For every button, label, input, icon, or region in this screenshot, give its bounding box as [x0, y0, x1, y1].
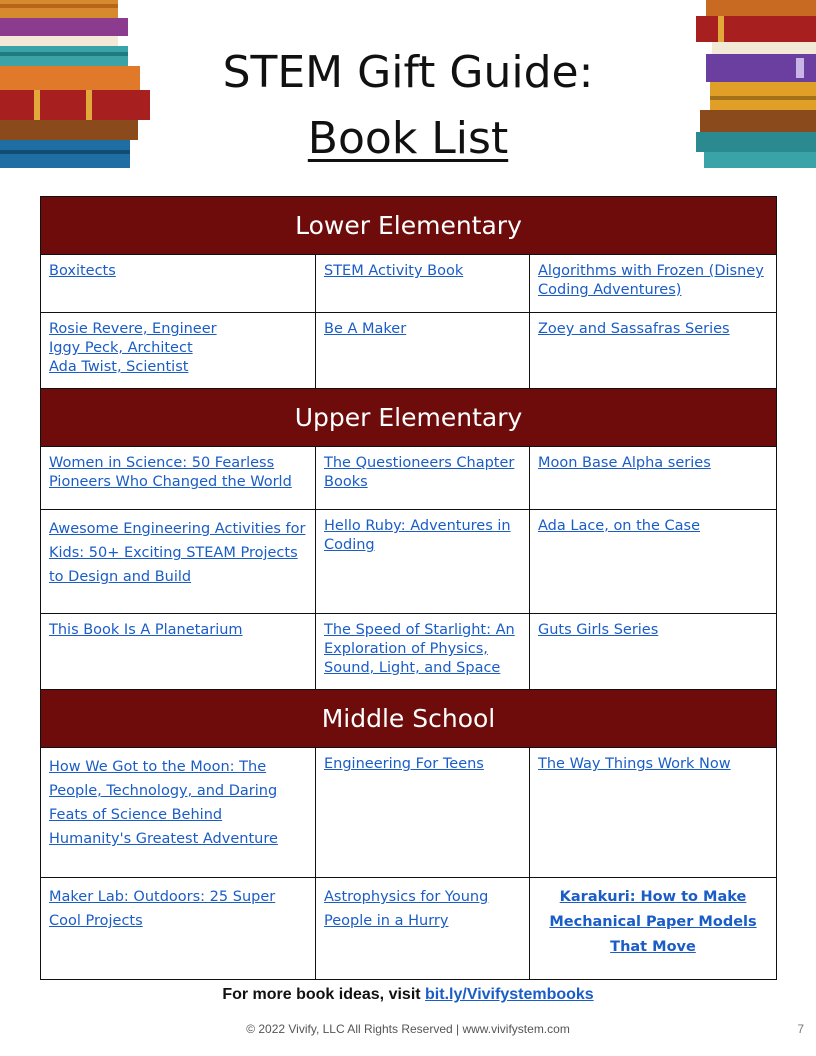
book-link[interactable]: Moon Base Alpha series — [538, 455, 711, 471]
book-link[interactable]: Boxitects — [49, 263, 116, 279]
section-header-upper-elementary: Upper Elementary — [41, 389, 777, 447]
more-books-note — [0, 986, 816, 1004]
book-link[interactable]: How We Got to the Moon: The People, Technology, and Daring Feats of Science Behind Humanity's Greatest Adventure — [49, 759, 278, 847]
book-link[interactable]: Rosie Revere, Engineer — [49, 321, 217, 337]
book-link[interactable]: This Book Is A Planetarium — [49, 622, 243, 638]
book-link[interactable]: Ada Lace, on the Case — [538, 518, 700, 534]
title-line-1: STEM Gift Guide: — [222, 47, 594, 98]
book-link[interactable]: The Speed of Starlight: An Exploration of Physics, Sound, Light, and Space — [324, 622, 515, 676]
table-row — [41, 510, 777, 614]
book-link[interactable]: Engineering For Teens — [324, 756, 484, 772]
book-list-table — [40, 196, 777, 980]
book-link[interactable]: Zoey and Sassafras Series — [538, 321, 730, 337]
book-link[interactable]: Women in Science: 50 Fearless Pioneers Who Changed the World — [49, 455, 292, 490]
footer-copyright: © 2022 Vivify, LLC All Rights Reserved | www.vivifystem.com — [246, 1022, 570, 1036]
more-books-prefix: For more book ideas, visit — [222, 986, 426, 1003]
table-row — [41, 878, 777, 980]
book-link[interactable]: STEM Activity Book — [324, 263, 464, 279]
book-link[interactable]: Maker Lab: Outdoors: 25 Super Cool Projects — [49, 889, 276, 929]
book-link[interactable]: Ada Twist, Scientist — [49, 359, 189, 375]
more-books-link[interactable]: bit.ly/Vivifystembooks — [425, 986, 594, 1003]
book-link[interactable]: Awesome Engineering Activities for Kids: 50+ Exciting STEAM Projects to Design and Build — [49, 521, 306, 585]
table-row — [41, 748, 777, 878]
book-link[interactable]: The Questioneers Chapter Books — [324, 455, 515, 490]
title-line-2: Book List — [307, 113, 509, 164]
book-link[interactable]: Guts Girls Series — [538, 622, 659, 638]
book-link[interactable]: Astrophysics for Young People in a Hurry — [324, 889, 489, 929]
book-link[interactable]: Iggy Peck, Architect — [49, 340, 193, 356]
book-link[interactable]: Algorithms with Frozen (Disney Coding Adventures) — [538, 263, 764, 298]
section-header-lower-elementary: Lower Elementary — [41, 197, 777, 255]
table-row — [41, 313, 777, 389]
table-row — [41, 255, 777, 313]
table-row — [41, 447, 777, 510]
book-link[interactable]: Hello Ruby: Adventures in Coding — [324, 518, 511, 553]
section-header-middle-school: Middle School — [41, 690, 777, 748]
book-link[interactable]: Karakuri: How to Make Mechanical Paper Models That Move — [549, 889, 757, 955]
book-link[interactable]: Be A Maker — [324, 321, 407, 337]
page-title — [0, 40, 816, 172]
book-link[interactable]: The Way Things Work Now — [538, 756, 731, 772]
page-number: 7 — [797, 1022, 804, 1036]
table-row — [41, 614, 777, 690]
